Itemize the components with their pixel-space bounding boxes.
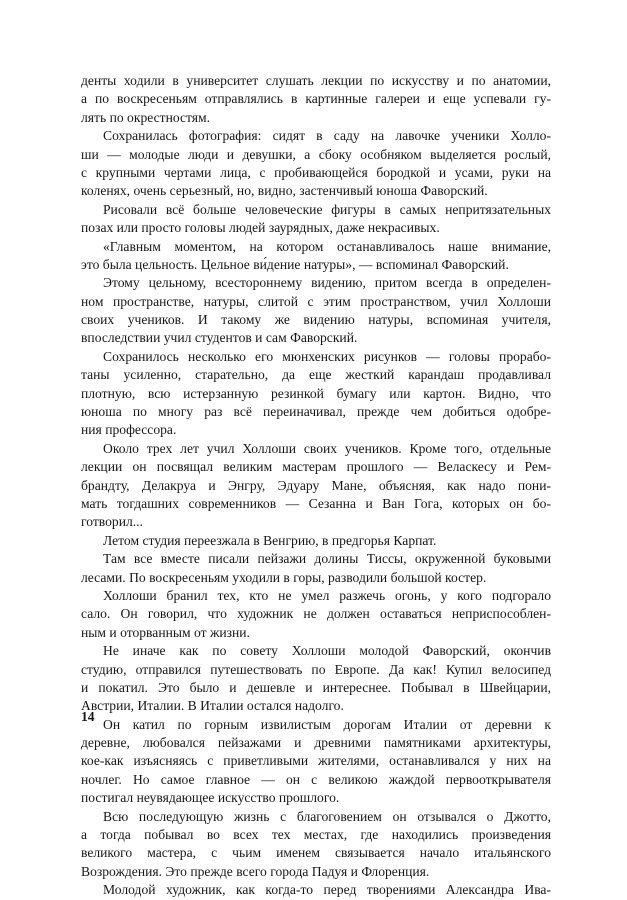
text-line: деревне, любовался пейзажами и древними памятниками архитектуры, xyxy=(81,735,551,751)
text-line: Возрождения. Это прежде всего города Падуя и Флоренция. xyxy=(81,863,430,879)
text-line: своих учеников. И такому же видению натуры, вспоминая учителя, xyxy=(81,312,551,328)
text-line: брандту, Делакруа и Энгру, Эдуару Мане, объясняя, как надо пони- xyxy=(81,477,551,493)
text-line: денты ходили в университет слушать лекции по искусству и по анатомии, xyxy=(81,73,551,88)
text-line: позах или просто головы людей заурядных, даже некрасивых. xyxy=(81,220,440,236)
text-line: мать тогдашних современников — Сезанна и Ван Гога, которых он бо- xyxy=(81,495,551,511)
text-line: с крупными чертами лица, с пробивающейся бородкой и усами, руки на xyxy=(81,164,551,180)
text-line: готворил... xyxy=(81,514,143,530)
text-line: плотную, всю истерзанную резинкой бумагу или картон. Видно, что xyxy=(81,385,551,401)
text-line: а по воскресеньям отправлялись в картинные галереи и еще успевали гу- xyxy=(81,91,551,107)
text-line: Всю последующую жизнь с благоговением он отзывался о Джотто, xyxy=(103,808,551,824)
text-line: ния профессора. xyxy=(81,422,177,438)
text-line: Около трех лет учил Холлоши своих учеников. Кроме того, отдельные xyxy=(103,440,551,456)
body-text xyxy=(81,72,551,900)
text-line: великого мастера, с чьим именем связывается начало итальянского xyxy=(81,845,551,861)
text-line: коленях, очень серьезный, но, видно, застенчивый юноша Фаворский. xyxy=(81,183,488,199)
text-line: Холлоши бранил тех, кто не умел разжечь огонь, у кого подгорало xyxy=(103,587,551,603)
text-line: Сохранилась фотография: сидят в саду на лавочке ученики Холло- xyxy=(103,128,551,144)
text-line: юноша по многу раз всё переиначивал, прежде чем добиться одобре- xyxy=(81,404,551,420)
text-line: Летом студия переезжала в Венгрию, в предгорья Карпат. xyxy=(103,532,437,548)
text-line: и покатил. Это было и дешевле и интереснее. Побывал в Швейцарии, xyxy=(81,679,551,695)
text-line: студию, отправился путешествовать по Европе. Да как! Купил велосипед xyxy=(81,661,551,677)
text-line: «Главным моментом, на котором останавливалось наше внимание, xyxy=(103,238,551,254)
text-line: Рисовали всё больше человеческие фигуры в самых непритязательных xyxy=(103,201,551,217)
text-line: впоследствии учил студентов и сам Фаворский. xyxy=(81,330,358,346)
text-line: Молодой художник, как когда-то перед творениями Александра Ива- xyxy=(103,882,551,898)
text-line: лесами. По воскресеньям уходили в горы, разводили большой костер. xyxy=(81,569,487,585)
text-line: ши — молодые люди и девушки, а сбоку особняком выделяется рослый, xyxy=(81,146,551,162)
text-line: Сохранилось несколько его мюнхенских рисунков — головы прорабо- xyxy=(103,348,551,364)
page-number: 14 xyxy=(81,709,95,724)
text-line: Этому цельному, всестороннему видению, притом всегда в определен- xyxy=(103,275,551,291)
text-line: сало. Он говорил, что художник не должен оставаться неприспособлен- xyxy=(81,606,551,622)
text-line: это была цельность. Цельное ви́дение натуры», — вспоминал Фаворский. xyxy=(81,256,509,272)
text-line: Не иначе как по совету Холлоши молодой Фаворский, окончив xyxy=(103,643,551,659)
text-line: ночлег. Но самое главное — он с великою жаждой первооткрывателя xyxy=(81,771,551,787)
text-line: лять по окрестностям. xyxy=(81,109,211,125)
text-line: Австрии, Италии. В Италии остался надолго. xyxy=(81,698,344,714)
text-line: лекции он посвящал великим мастерам прошлого — Веласкесу и Рем- xyxy=(81,459,551,475)
text-line: а тогда побывал во всех тех местах, где находились произведения xyxy=(81,827,551,843)
text-line: ном пространстве, натуры, слитой с этим пространством, учил Холлоши xyxy=(81,293,551,309)
text-line: постигал неувядающее искусство прошлого. xyxy=(81,790,340,806)
text-line: кое-как изъясняясь с приветливыми жителями, останавливался у них на xyxy=(81,753,551,769)
text-line: ным и оторванным от жизни. xyxy=(81,624,250,640)
text-line: таны усиленно, старательно, да еще жесткий карандаш продавливал xyxy=(81,367,551,383)
text-line: Там все вместе писали пейзажи долины Тиссы, окруженной буковыми xyxy=(103,551,551,567)
text-line: Он катил по горным извилистым дорогам Италии от деревни к xyxy=(103,716,551,732)
